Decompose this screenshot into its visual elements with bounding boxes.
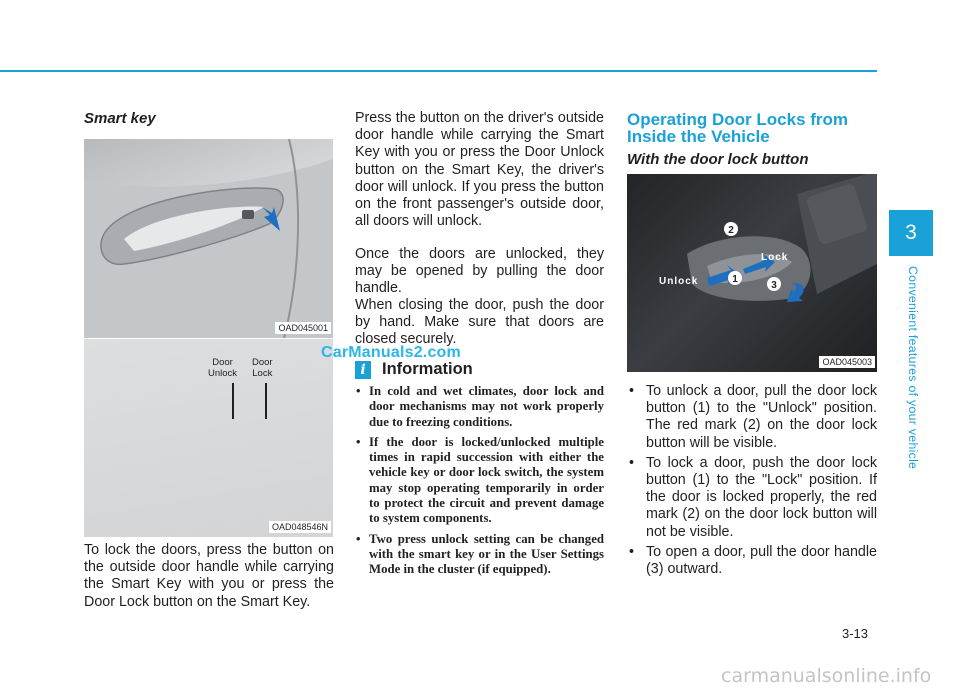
door-handle-illustration xyxy=(84,139,333,338)
info-item: • If the door is locked/unlocked multiple times in rapid succession with either the vehicle key or door lock switch, the system may stop operating temporarily in order to protect the circuit and prevent damage to system components. xyxy=(355,435,604,527)
instruction-item: • To open a door, pull the door handle (3) outward. xyxy=(627,544,877,578)
section-title-smart-key: Smart key xyxy=(84,110,156,127)
close-paragraph: When closing the door, push the door by hand. Make sure that doors are closed securely. xyxy=(355,297,604,348)
figure-num-2: 2 xyxy=(728,225,734,236)
door-lock-instructions xyxy=(627,383,877,581)
header-rule xyxy=(0,70,877,72)
lock-figure-label: Lock xyxy=(761,252,789,263)
lock-instructions: To lock the doors, press the button on the outside door handle while carrying the Smart Key with you or press the Door Lock button on the Smart Key. xyxy=(84,542,334,610)
unlock-pointer-line xyxy=(232,383,234,419)
unlock-paragraph: Press the button on the driver's outside door handle while carrying the Smart Key with you or press the Door Unlock button on the Smart Key, the driver's door will unlock. If you press the button on the front passenger's outside door, all doors will unlock. xyxy=(355,110,604,230)
instruction-item: • To lock a door, push the door lock button (1) to the "Lock" position. If the door is locked properly, the red mark (2) on the door lock button will not be visible. xyxy=(627,455,877,541)
figure-num-1: 1 xyxy=(732,274,738,285)
info-icon: i xyxy=(355,361,371,379)
information-list xyxy=(355,384,604,583)
figure-code-3: OAD045003 xyxy=(819,356,875,368)
door-lock-label: Door Lock xyxy=(252,357,273,379)
door-lock-button-photo xyxy=(627,174,877,372)
open-paragraph: Once the doors are unlocked, they may be opened by pulling the door handle. xyxy=(355,246,604,297)
smart-key-photo xyxy=(84,339,333,537)
figure-code-2: OAD048546N xyxy=(269,521,331,533)
chapter-title: Convenient features of your vehicle xyxy=(906,266,920,470)
door-lock-illustration xyxy=(627,174,877,372)
unlock-figure-label: Unlock xyxy=(659,276,699,287)
information-title: Information xyxy=(382,360,473,378)
page-number: 3-13 xyxy=(842,626,869,641)
carmanuals-watermark: CarManuals2.com xyxy=(321,344,461,361)
door-unlock-label: Door Unlock xyxy=(208,357,238,379)
footer-watermark: carmanualsonline.info xyxy=(721,665,932,687)
lock-pointer-line xyxy=(265,383,267,419)
info-item: • Two press unlock setting can be changed with the smart key or in the User Settings Mode in the cluster (if equipped). xyxy=(355,532,604,578)
info-item: • In cold and wet climates, door lock and door mechanisms may not work properly due to freezing conditions. xyxy=(355,384,604,430)
figure-code-1: OAD045001 xyxy=(275,322,331,334)
chapter-tab: 3 xyxy=(889,210,933,256)
door-handle-photo xyxy=(84,139,333,338)
section-title-door-locks: Operating Door Locks from Inside the Vehicle xyxy=(627,110,849,146)
instruction-item: • To unlock a door, pull the door lock button (1) to the "Unlock" position. The red mark (2) on the door lock button will be visible. xyxy=(627,383,877,452)
subsection-title: With the door lock button xyxy=(627,151,809,168)
figure-num-3: 3 xyxy=(771,280,777,291)
